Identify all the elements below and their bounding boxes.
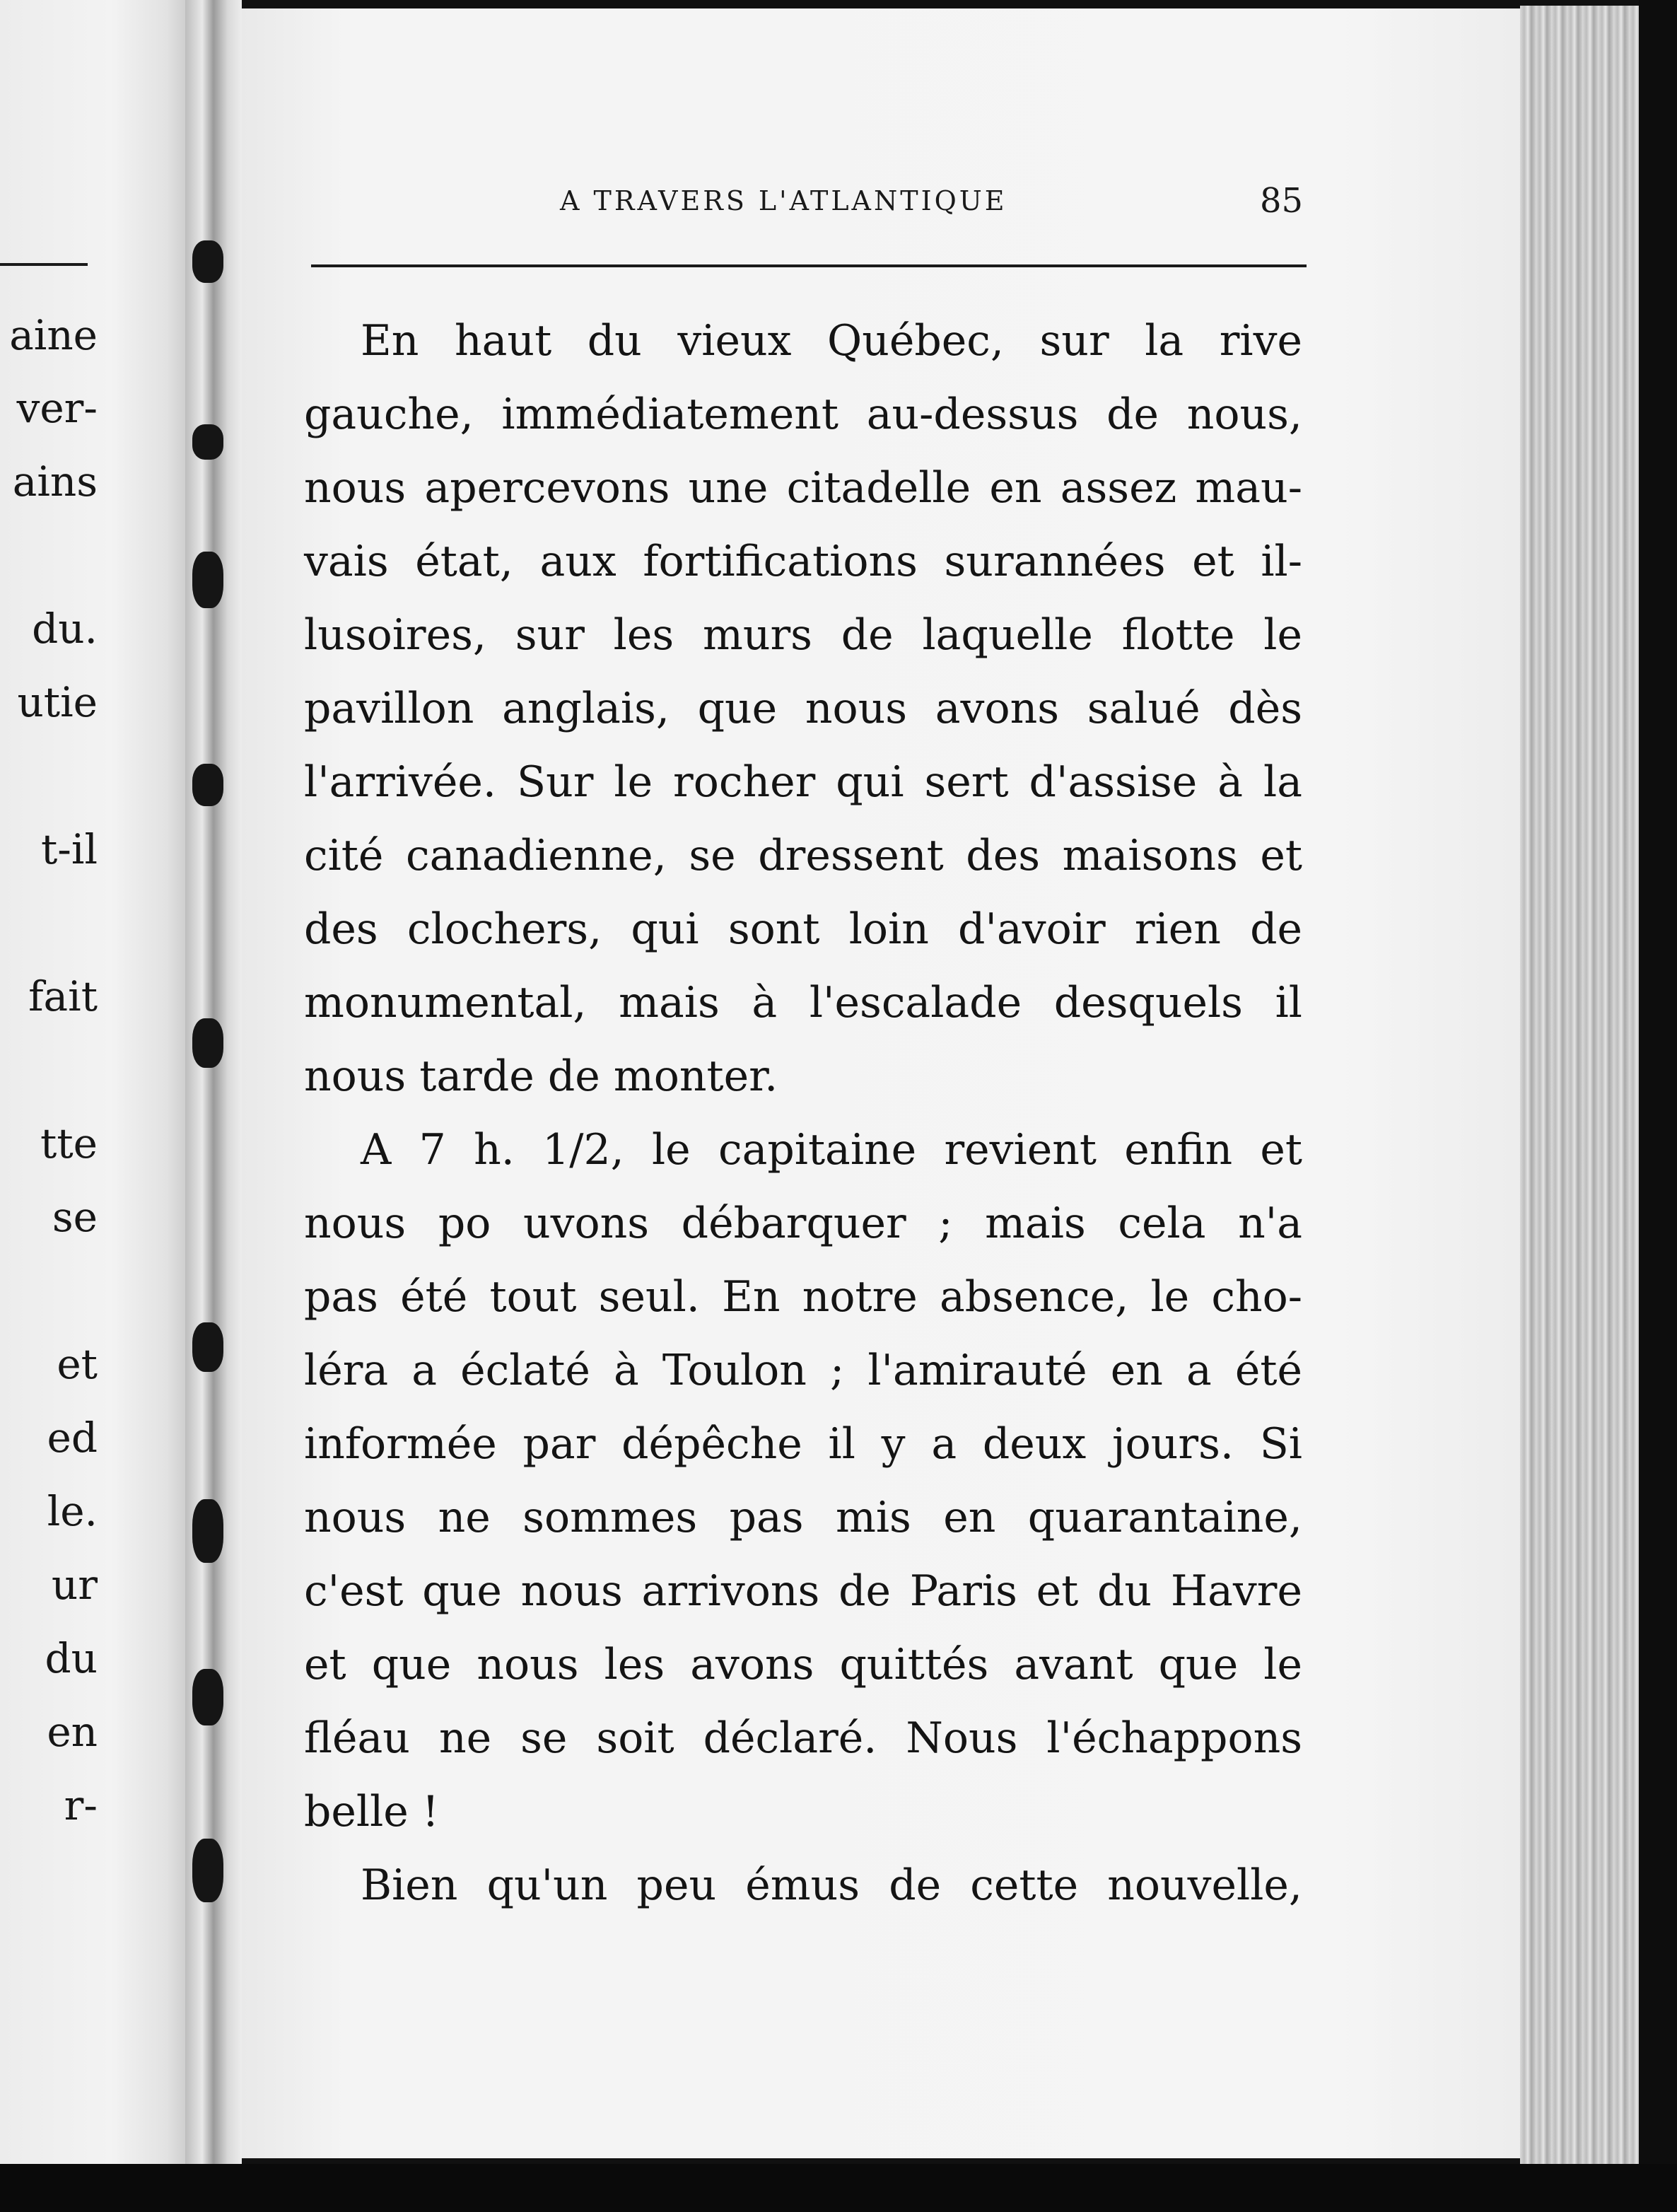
binding-stitch — [192, 240, 223, 283]
text-line: belle ! — [304, 1787, 439, 1836]
text-line: nous ne sommes pas mis en quarantaine, — [304, 1493, 1302, 1542]
binding-stitch — [192, 1839, 223, 1902]
text-line: l'arrivée. Sur le rocher qui sert d'assise à la — [304, 757, 1302, 807]
right-shadow — [1639, 0, 1677, 2212]
text-line: vais état, aux fortifications surannées et il- — [304, 537, 1302, 586]
left-page-fragment: du — [45, 1634, 98, 1682]
text-line: c'est que nous arrivons de Paris et du Havre — [304, 1566, 1302, 1616]
header-rule — [311, 264, 1307, 267]
bottom-shadow — [0, 2164, 1677, 2212]
left-page-fragment: fait — [28, 972, 98, 1020]
text-line: informée par dépêche il y a deux jours. Si — [304, 1419, 1302, 1469]
left-page-fragment: aine — [9, 311, 98, 359]
text-line: lusoires, sur les murs de laquelle flotte le — [304, 610, 1302, 660]
binding-stitch — [192, 1499, 223, 1563]
page-edges — [1520, 6, 1647, 2164]
left-page-fragment: ver- — [16, 384, 98, 432]
left-page-fragment: en — [47, 1708, 98, 1756]
text-line: pavillon anglais, que nous avons salué dès — [304, 684, 1302, 733]
left-page-fragment: le. — [47, 1487, 98, 1535]
left-page-fragment: ed — [47, 1414, 98, 1462]
left-page-fragment: ains — [12, 458, 98, 506]
text-line: des clochers, qui sont loin d'avoir rien de — [304, 904, 1302, 954]
page-number: 85 — [1260, 181, 1304, 221]
text-line: nous tarde de monter. — [304, 1052, 778, 1101]
left-page-fragment: se — [52, 1193, 98, 1241]
binding-stitch — [192, 424, 223, 460]
text-line: A 7 h. 1/2, le capitaine revient enfin et — [361, 1125, 1302, 1175]
binding-stitch — [192, 764, 223, 806]
running-head: A TRAVERS L'ATLANTIQUE — [560, 185, 1007, 216]
binding-stitch — [192, 1669, 223, 1725]
text-line: nous apercevons une citadelle en assez mau- — [304, 463, 1302, 513]
left-page-fragment: utie — [17, 678, 98, 726]
left-page-rule — [0, 263, 88, 266]
text-line: gauche, immédiatement au-dessus de nous, — [304, 390, 1302, 439]
binding-stitch — [192, 1018, 223, 1068]
text-line: fléau ne se soit déclaré. Nous l'échappons — [304, 1713, 1302, 1763]
text-line: pas été tout seul. En notre absence, le cho- — [304, 1272, 1302, 1322]
text-line: monumental, mais à l'escalade desquels il — [304, 978, 1302, 1028]
body-text — [304, 304, 1302, 1922]
left-page-fragment: et — [57, 1340, 98, 1388]
binding-stitch — [192, 1322, 223, 1372]
text-line: Bien qu'un peu émus de cette nouvelle, — [361, 1861, 1302, 1910]
left-page-fragment: ur — [51, 1561, 98, 1609]
left-page-fragment: tte — [40, 1119, 98, 1168]
left-page-fragment: r- — [64, 1781, 98, 1829]
text-line: nous po uvons débarquer ; mais cela n'a — [304, 1199, 1302, 1248]
text-line: léra a éclaté à Toulon ; l'amirauté en a été — [304, 1346, 1302, 1395]
left-page-fragment: t-il — [40, 825, 98, 873]
text-line: cité canadienne, se dressent des maisons et — [304, 831, 1302, 880]
text-line: En haut du vieux Québec, sur la rive — [361, 316, 1302, 366]
left-page — [0, 0, 185, 2164]
binding-stitch — [192, 552, 223, 608]
text-line: et que nous les avons quittés avant que le — [304, 1640, 1302, 1689]
left-page-fragment: du. — [32, 605, 98, 653]
